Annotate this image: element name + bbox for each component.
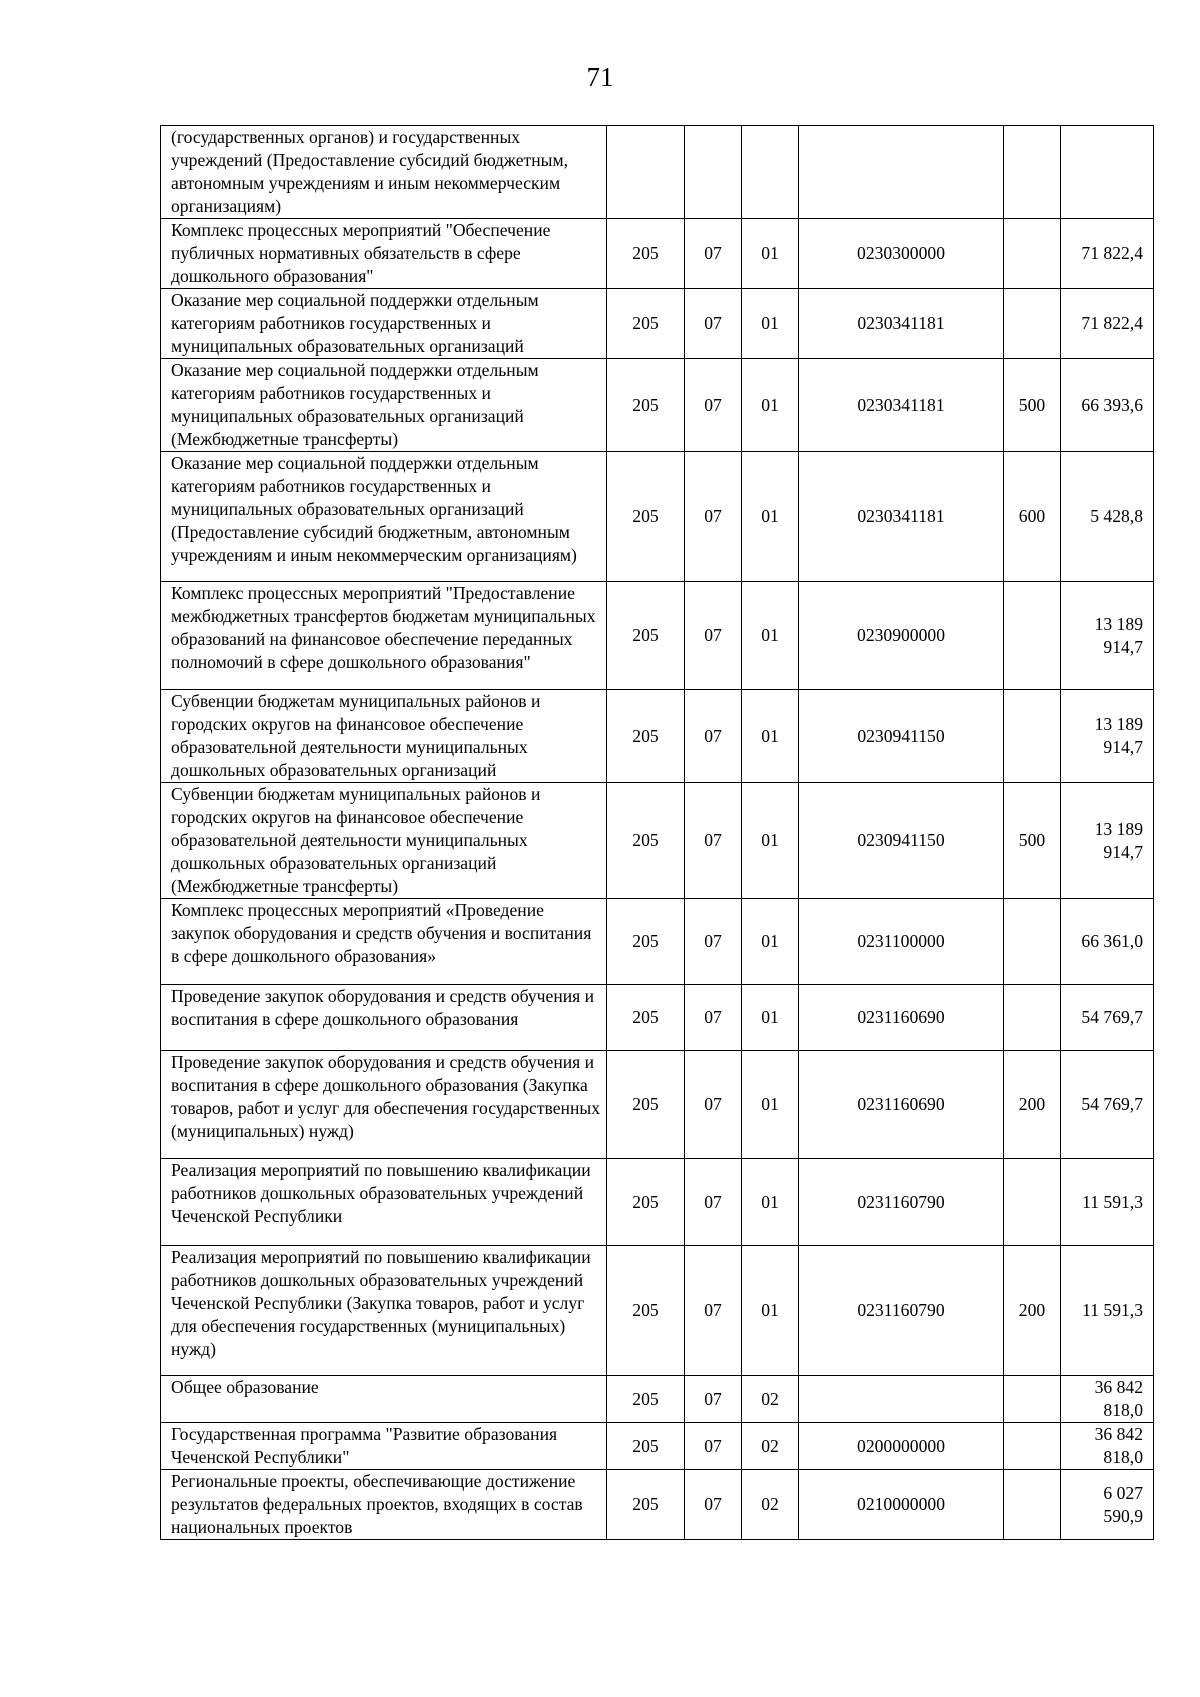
- cell-amount: [1061, 126, 1154, 219]
- page-number: 71: [586, 62, 614, 92]
- cell-ved: 205: [607, 582, 685, 690]
- cell-name: Субвенции бюджетам муниципальных районов и городских округов на финансовое обеспечение образовательной деятельности муниципальных дошкольных образовательных организаций (Межбюджетные трансферты): [161, 783, 607, 899]
- cell-ved: 205: [607, 289, 685, 359]
- cell-amount: 54 769,7: [1061, 985, 1154, 1051]
- cell-target-article: 0231160690: [799, 1051, 1004, 1159]
- cell-expense-type: [1004, 985, 1061, 1051]
- cell-ved: 205: [607, 359, 685, 452]
- cell-target-article: 0230341181: [799, 359, 1004, 452]
- cell-amount: 66 393,6: [1061, 359, 1154, 452]
- cell-subsection: 02: [742, 1470, 799, 1540]
- cell-target-article: [799, 1376, 1004, 1423]
- cell-ved: 205: [607, 452, 685, 582]
- cell-name: Оказание мер социальной поддержки отдельным категориям работников государственных и муниципальных образовательных организаций: [161, 289, 607, 359]
- cell-ved: 205: [607, 219, 685, 289]
- cell-amount: 66 361,0: [1061, 899, 1154, 985]
- cell-target-article: 0231100000: [799, 899, 1004, 985]
- cell-expense-type: [1004, 582, 1061, 690]
- cell-expense-type: 200: [1004, 1246, 1061, 1376]
- cell-amount: 36 842 818,0: [1061, 1376, 1154, 1423]
- cell-target-article: 0230941150: [799, 690, 1004, 783]
- cell-subsection: 02: [742, 1423, 799, 1470]
- cell-ved: [607, 126, 685, 219]
- cell-expense-type: 200: [1004, 1051, 1061, 1159]
- cell-subsection: 01: [742, 899, 799, 985]
- cell-name: Проведение закупок оборудования и средств обучения и воспитания в сфере дошкольного образования (Закупка товаров, работ и услуг для обеспечения государственных (муниципальных) нужд): [161, 1051, 607, 1159]
- table-row: [161, 690, 1154, 783]
- cell-expense-type: [1004, 289, 1061, 359]
- cell-subsection: 01: [742, 985, 799, 1051]
- cell-amount: 54 769,7: [1061, 1051, 1154, 1159]
- cell-amount: 13 189 914,7: [1061, 582, 1154, 690]
- cell-section: 07: [685, 1470, 742, 1540]
- cell-section: 07: [685, 582, 742, 690]
- cell-amount: 71 822,4: [1061, 219, 1154, 289]
- cell-name: Комплекс процессных мероприятий "Обеспечение публичных нормативных обязательств в сфере дошкольного образования": [161, 219, 607, 289]
- cell-amount: 71 822,4: [1061, 289, 1154, 359]
- budget-table-body: [161, 126, 1154, 1540]
- cell-subsection: 01: [742, 452, 799, 582]
- table-row: [161, 899, 1154, 985]
- cell-ved: 205: [607, 1051, 685, 1159]
- cell-expense-type: [1004, 1470, 1061, 1540]
- cell-section: 07: [685, 690, 742, 783]
- cell-ved: 205: [607, 1423, 685, 1470]
- cell-subsection: 01: [742, 289, 799, 359]
- cell-section: 07: [685, 899, 742, 985]
- cell-expense-type: 600: [1004, 452, 1061, 582]
- cell-subsection: 01: [742, 690, 799, 783]
- cell-name: Проведение закупок оборудования и средств обучения и воспитания в сфере дошкольного образования: [161, 985, 607, 1051]
- cell-section: 07: [685, 452, 742, 582]
- cell-ved: 205: [607, 690, 685, 783]
- table-row: [161, 126, 1154, 219]
- cell-expense-type: [1004, 219, 1061, 289]
- table-row: [161, 219, 1154, 289]
- cell-name: Государственная программа "Развитие образования Чеченской Республики": [161, 1423, 607, 1470]
- cell-section: 07: [685, 289, 742, 359]
- cell-name: Реализация мероприятий по повышению квалификации работников дошкольных образовательных учреждений Чеченской Республики (Закупка товаров, работ и услуг для обеспечения государственных (муниципальных) нужд): [161, 1246, 607, 1376]
- table-row: [161, 1470, 1154, 1540]
- cell-target-article: 0230341181: [799, 289, 1004, 359]
- cell-target-article: 0231160690: [799, 985, 1004, 1051]
- cell-expense-type: [1004, 899, 1061, 985]
- cell-ved: 205: [607, 1159, 685, 1246]
- cell-expense-type: 500: [1004, 783, 1061, 899]
- cell-amount: 13 189 914,7: [1061, 783, 1154, 899]
- cell-subsection: 01: [742, 219, 799, 289]
- cell-subsection: 01: [742, 1159, 799, 1246]
- cell-target-article: 0230941150: [799, 783, 1004, 899]
- cell-section: 07: [685, 359, 742, 452]
- cell-target-article: 0231160790: [799, 1246, 1004, 1376]
- cell-name: Комплекс процессных мероприятий «Проведение закупок оборудования и средств обучения и воспитания в сфере дошкольного образования»: [161, 899, 607, 985]
- cell-subsection: 02: [742, 1376, 799, 1423]
- cell-section: [685, 126, 742, 219]
- cell-target-article: 0230341181: [799, 452, 1004, 582]
- cell-amount: 36 842 818,0: [1061, 1423, 1154, 1470]
- cell-section: 07: [685, 1051, 742, 1159]
- cell-section: 07: [685, 1376, 742, 1423]
- table-row: [161, 1159, 1154, 1246]
- cell-subsection: 01: [742, 783, 799, 899]
- cell-expense-type: [1004, 1423, 1061, 1470]
- cell-expense-type: [1004, 126, 1061, 219]
- cell-section: 07: [685, 1246, 742, 1376]
- table-row: [161, 359, 1154, 452]
- cell-subsection: 01: [742, 582, 799, 690]
- cell-amount: 5 428,8: [1061, 452, 1154, 582]
- cell-ved: 205: [607, 783, 685, 899]
- cell-name: Оказание мер социальной поддержки отдельным категориям работников государственных и муниципальных образовательных организаций (Межбюджетные трансферты): [161, 359, 607, 452]
- cell-target-article: 0231160790: [799, 1159, 1004, 1246]
- table-row: [161, 289, 1154, 359]
- cell-name: (государственных органов) и государственных учреждений (Предоставление субсидий бюджетным, автономным учреждениям и иным некоммерческим организациям): [161, 126, 607, 219]
- cell-expense-type: 500: [1004, 359, 1061, 452]
- cell-subsection: 01: [742, 359, 799, 452]
- table-row: [161, 783, 1154, 899]
- cell-section: 07: [685, 985, 742, 1051]
- cell-name: Субвенции бюджетам муниципальных районов и городских округов на финансовое обеспечение образовательной деятельности муниципальных дошкольных образовательных организаций: [161, 690, 607, 783]
- cell-name: Реализация мероприятий по повышению квалификации работников дошкольных образовательных учреждений Чеченской Республики: [161, 1159, 607, 1246]
- cell-section: 07: [685, 219, 742, 289]
- cell-target-article: 0200000000: [799, 1423, 1004, 1470]
- table-row: [161, 1423, 1154, 1470]
- table-row: [161, 1246, 1154, 1376]
- cell-ved: 205: [607, 985, 685, 1051]
- cell-amount: 11 591,3: [1061, 1159, 1154, 1246]
- cell-expense-type: [1004, 1376, 1061, 1423]
- table-row: [161, 1051, 1154, 1159]
- cell-amount: 11 591,3: [1061, 1246, 1154, 1376]
- table-row: [161, 1376, 1154, 1423]
- cell-subsection: [742, 126, 799, 219]
- cell-ved: 205: [607, 899, 685, 985]
- cell-expense-type: [1004, 690, 1061, 783]
- cell-amount: 13 189 914,7: [1061, 690, 1154, 783]
- table-row: [161, 985, 1154, 1051]
- cell-expense-type: [1004, 1159, 1061, 1246]
- cell-subsection: 01: [742, 1051, 799, 1159]
- cell-name: Комплекс процессных мероприятий "Предоставление межбюджетных трансфертов бюджетам муниципальных образований на финансовое обеспечение переданных полномочий в сфере дошкольного образования": [161, 582, 607, 690]
- cell-ved: 205: [607, 1376, 685, 1423]
- cell-target-article: 0230300000: [799, 219, 1004, 289]
- cell-amount: 6 027 590,9: [1061, 1470, 1154, 1540]
- cell-subsection: 01: [742, 1246, 799, 1376]
- cell-section: 07: [685, 783, 742, 899]
- budget-table: [160, 125, 1154, 1540]
- table-row: [161, 582, 1154, 690]
- cell-name: Оказание мер социальной поддержки отдельным категориям работников государственных и муниципальных образовательных организаций (Предоставление субсидий бюджетным, автономным учреждениям и иным некоммерческим организациям): [161, 452, 607, 582]
- cell-target-article: [799, 126, 1004, 219]
- cell-section: 07: [685, 1159, 742, 1246]
- cell-target-article: 0210000000: [799, 1470, 1004, 1540]
- cell-name: Региональные проекты, обеспечивающие достижение результатов федеральных проектов, входящих в состав национальных проектов: [161, 1470, 607, 1540]
- table-row: [161, 452, 1154, 582]
- cell-ved: 205: [607, 1246, 685, 1376]
- cell-ved: 205: [607, 1470, 685, 1540]
- cell-section: 07: [685, 1423, 742, 1470]
- cell-target-article: 0230900000: [799, 582, 1004, 690]
- cell-name: Общее образование: [161, 1376, 607, 1423]
